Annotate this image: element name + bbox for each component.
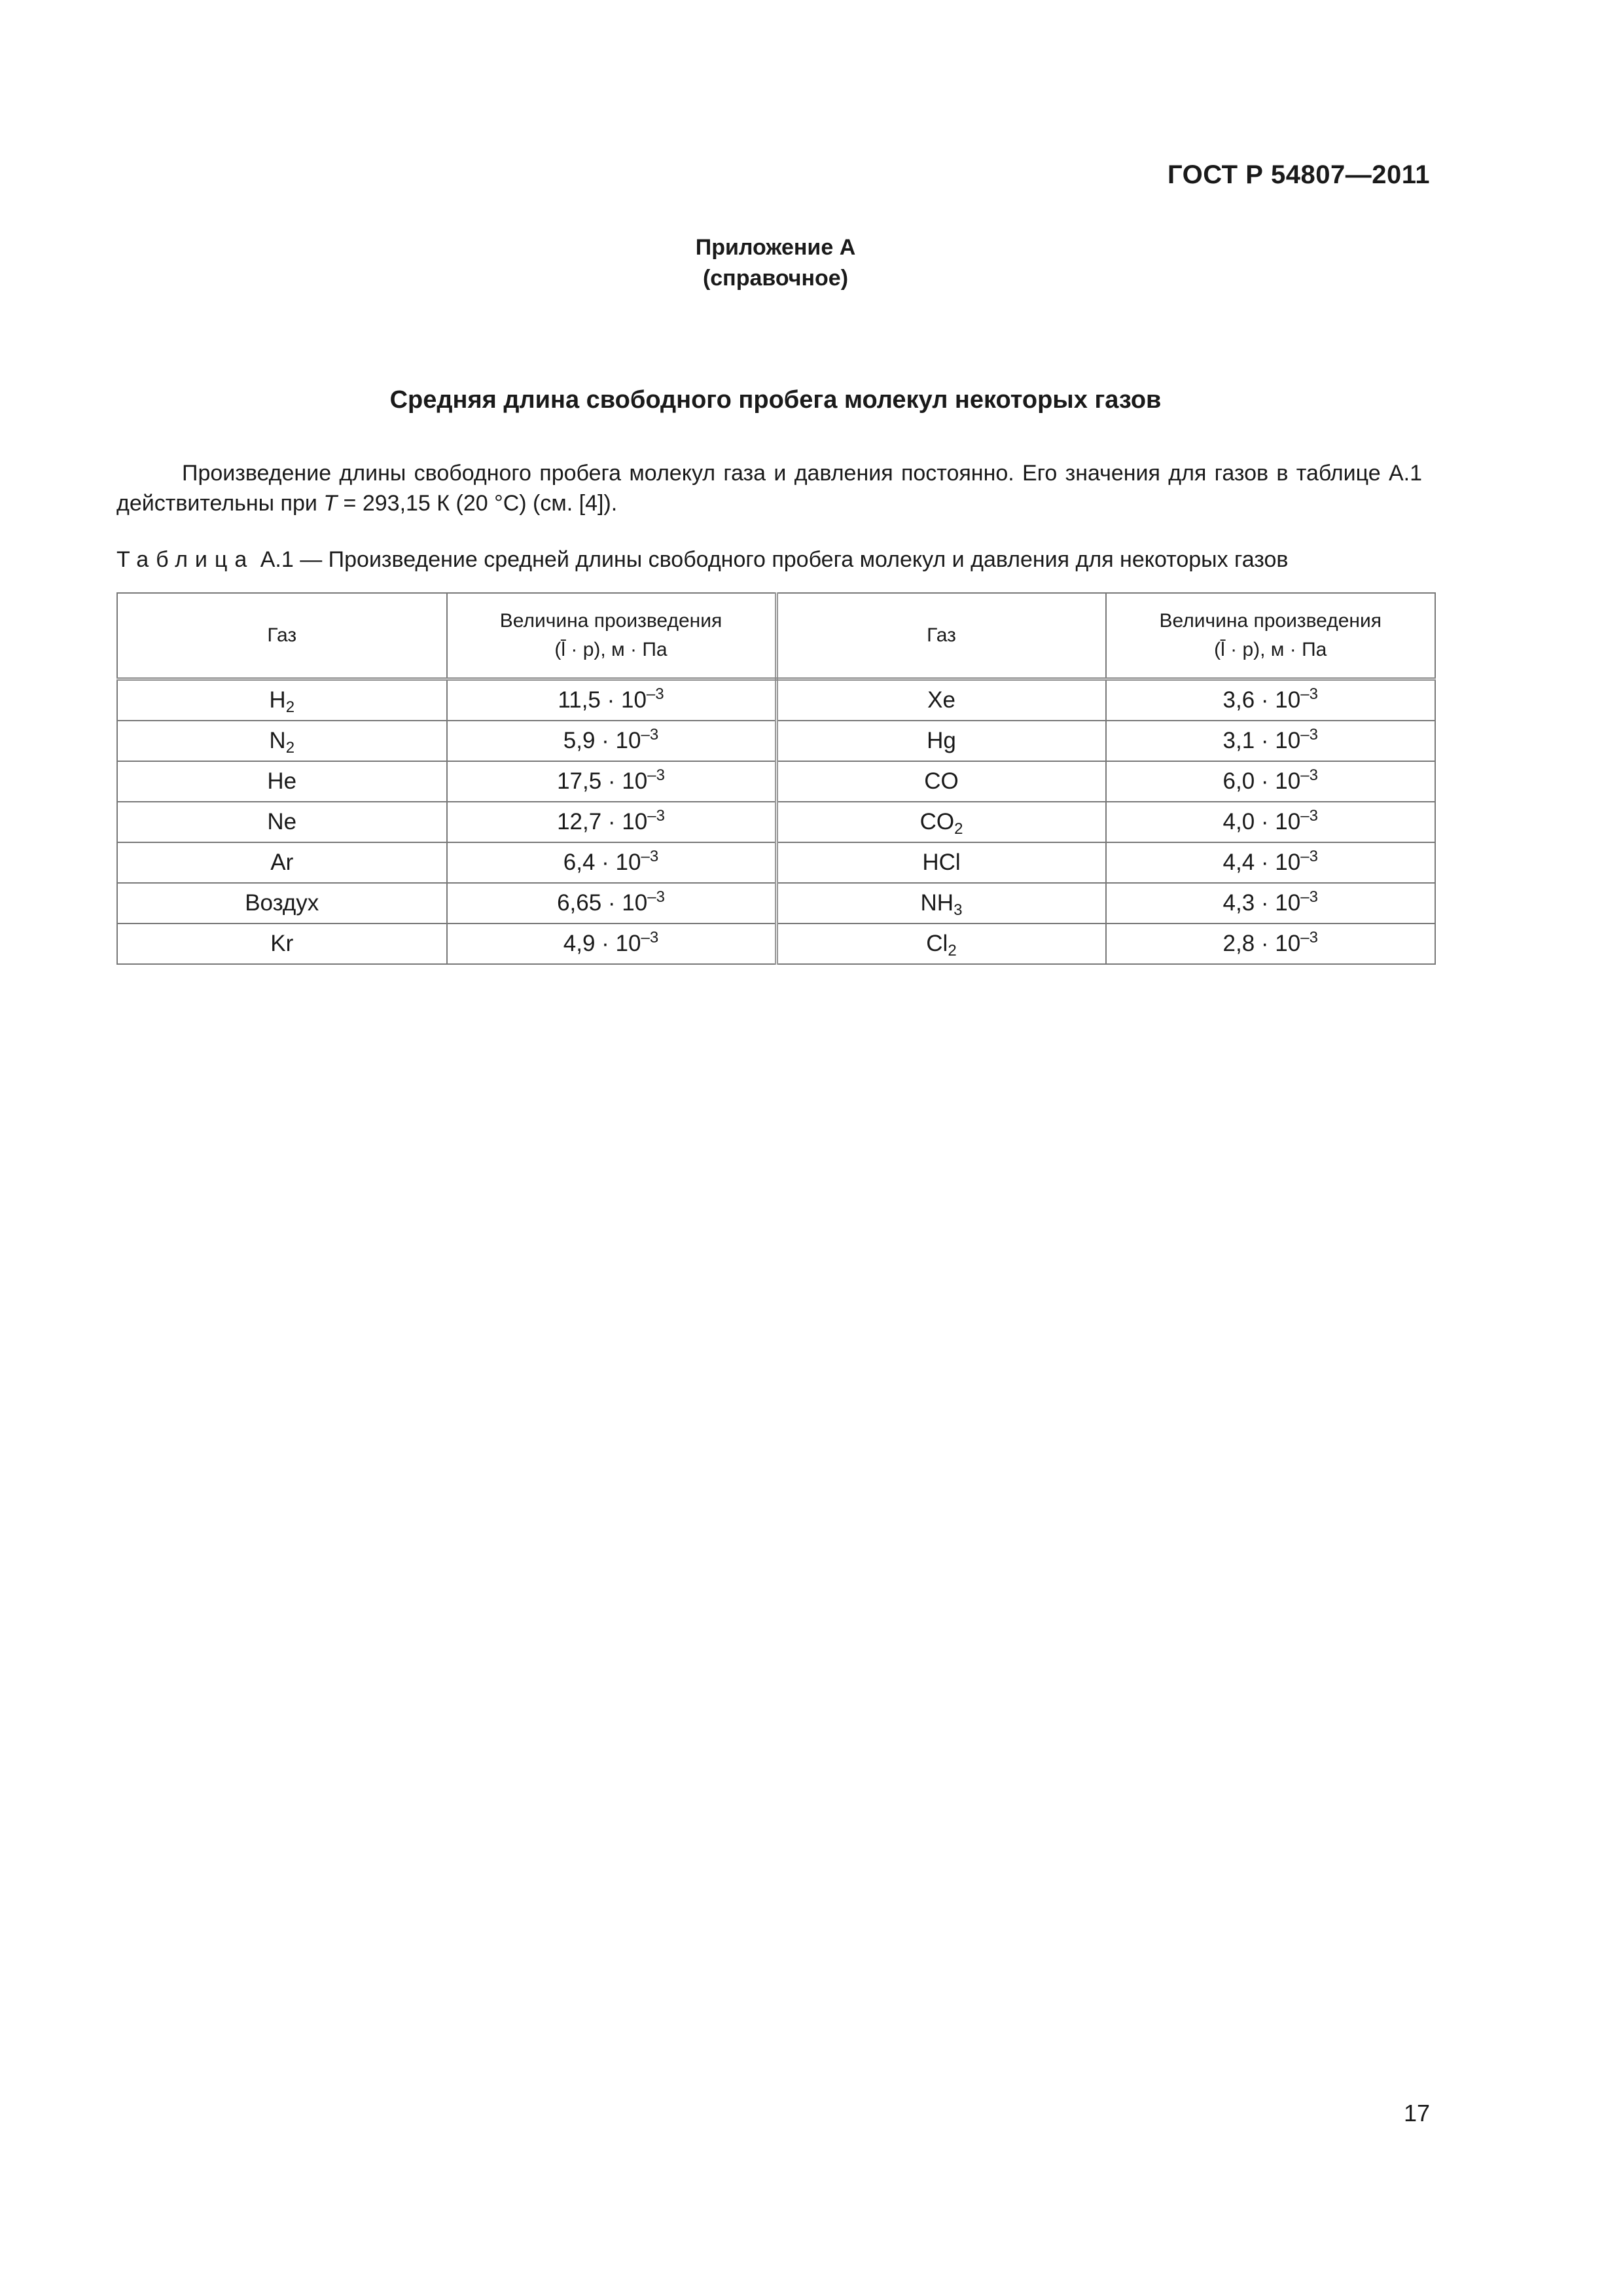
paragraph-text-end: = 293,15 К (20 °С) (см. [4]). [337,491,618,516]
gas-formula: CO [919,809,955,834]
gas-cell [117,802,447,842]
gas-formula: Hg [927,728,956,753]
value-cell [1106,721,1436,761]
gas-formula: H [269,687,286,713]
value-cell [447,883,777,924]
value-exponent: –3 [646,685,664,703]
header-value-right [1106,593,1436,679]
gas-formula: Ar [270,850,294,875]
table-caption-text: А.1 — Произведение средней длины свободного пробега молекул и давления для некоторых газов [254,547,1289,572]
gas-cell [117,721,447,761]
value-cell [1106,924,1436,964]
gas-formula: Kr [270,931,294,956]
gas-formula: Ne [267,809,297,834]
header-value-line1: Величина произведения [1159,610,1382,632]
gas-subscript: 2 [285,739,295,757]
value-mantissa: 4,3 · 10 [1222,890,1301,916]
table-caption-label: Таблица [116,547,255,572]
table-header-row [117,593,1435,679]
gas-cell [776,842,1106,883]
table-row [117,883,1435,924]
value-cell [447,721,777,761]
gas-cell [117,679,447,721]
gas-subscript: 3 [954,901,963,919]
value-mantissa: 11,5 · 10 [558,687,647,713]
gas-cell [776,802,1106,842]
gas-formula: He [267,768,297,794]
value-exponent: –3 [647,888,665,906]
value-cell [1106,679,1436,721]
value-mantissa: 12,7 · 10 [557,809,648,834]
table-row [117,721,1435,761]
table-body [117,679,1435,965]
value-exponent: –3 [1300,807,1318,825]
temperature-symbol: T [323,491,338,516]
value-exponent: –3 [641,929,659,946]
value-mantissa: 6,0 · 10 [1222,768,1301,794]
value-mantissa: 6,65 · 10 [557,890,648,916]
value-cell [1106,802,1436,842]
value-cell [447,924,777,964]
gas-formula: Воздух [245,890,319,916]
appendix-subtitle: (справочное) [702,266,849,291]
table-row [117,842,1435,883]
table-caption [116,547,1438,573]
gas-cell [117,883,447,924]
gas-cell [776,679,1106,721]
gas-table [116,592,1436,965]
value-exponent: –3 [1300,848,1318,865]
value-mantissa: 3,1 · 10 [1222,728,1301,753]
value-exponent: –3 [1300,766,1318,784]
body-paragraph [116,458,1422,518]
header-value-line2: (l̄ · p), м · Па [1214,639,1327,660]
header-value-left [447,593,777,679]
table-row [117,679,1435,721]
value-mantissa: 17,5 · 10 [557,768,648,794]
value-exponent: –3 [1300,888,1318,906]
value-cell [447,802,777,842]
value-cell [1106,883,1436,924]
appendix-title: Приложение А [695,235,856,260]
paragraph-text: Произведение длины свободного пробега молекул газа и давления постоянно. Его значения для газов в таблице А.1 действительны при [116,461,1422,516]
value-exponent: –3 [647,807,665,825]
value-mantissa: 4,0 · 10 [1222,809,1301,834]
gas-subscript: 2 [954,820,963,838]
value-cell [447,679,777,721]
value-mantissa: 2,8 · 10 [1222,931,1301,956]
page-number: 17 [1403,2100,1430,2126]
gas-formula: Xe [927,687,955,713]
gas-cell [117,924,447,964]
gas-subscript: 2 [285,698,295,716]
appendix-heading [0,232,1551,294]
value-cell [1106,842,1436,883]
value-exponent: –3 [641,848,659,865]
gas-formula: N [269,728,286,753]
gas-cell [117,761,447,802]
header-gas-right: Газ [776,593,1106,679]
value-mantissa: 5,9 · 10 [563,728,641,753]
table-row [117,924,1435,964]
gas-subscript: 2 [948,942,957,960]
value-cell [1106,761,1436,802]
value-exponent: –3 [641,726,659,744]
value-mantissa: 4,4 · 10 [1222,850,1301,875]
header-value-line1: Величина произведения [499,610,722,632]
gas-formula: HCl [922,850,961,875]
value-cell [447,842,777,883]
value-exponent: –3 [1300,726,1318,744]
section-title: Средняя длина свободного пробега молекул некоторых газов [389,386,1162,414]
value-mantissa: 6,4 · 10 [563,850,641,875]
value-mantissa: 3,6 · 10 [1222,687,1301,713]
header-value-line2: (l̄ · p), м · Па [554,639,668,660]
value-exponent: –3 [647,766,665,784]
value-exponent: –3 [1300,929,1318,946]
value-cell [447,761,777,802]
document-code: ГОСТ Р 54807—2011 [1168,160,1430,189]
gas-cell [776,924,1106,964]
gas-cell [776,721,1106,761]
gas-formula: NH [920,890,954,916]
gas-cell [776,883,1106,924]
gas-cell [117,842,447,883]
header-gas-left: Газ [117,593,447,679]
table-row [117,802,1435,842]
gas-formula: Cl [926,931,948,956]
value-exponent: –3 [1300,685,1318,703]
value-mantissa: 4,9 · 10 [563,931,641,956]
gas-cell [776,761,1106,802]
gas-formula: CO [924,768,959,794]
table-row [117,761,1435,802]
